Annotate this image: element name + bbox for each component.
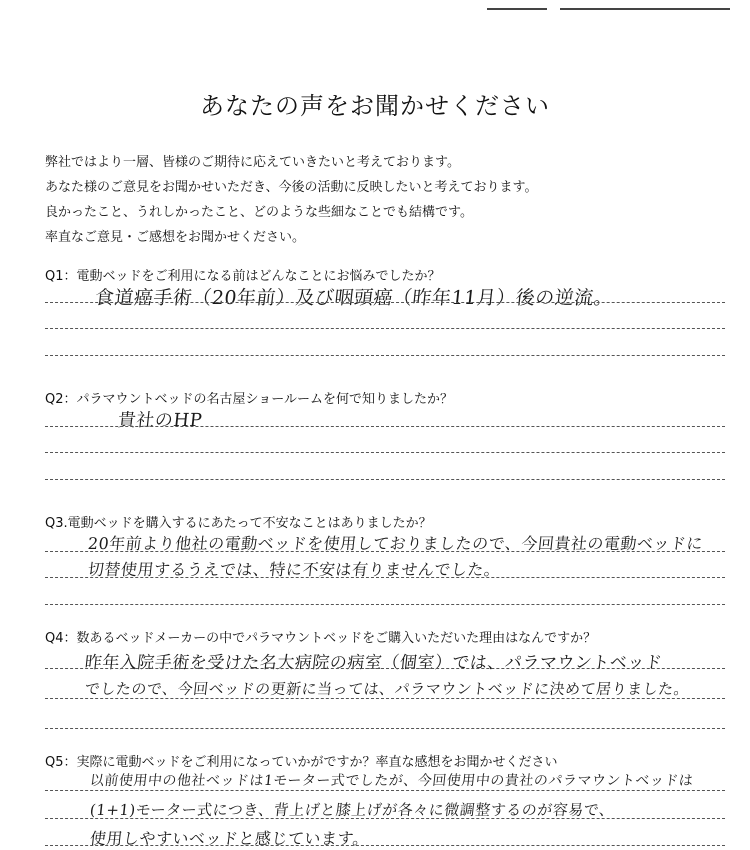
answer-line xyxy=(45,818,725,819)
answer-line xyxy=(45,426,725,427)
answer-4-line-2: でしたので、今回ベッドの更新に当っては、パラマウントベッドに決めて居りました。 xyxy=(84,680,691,698)
question-3-label: Q3.電動ベッドを購入するにあたって不安なことはありましたか？ xyxy=(45,516,432,531)
answer-line xyxy=(45,790,725,791)
intro-line: 良かったこと、うれしかったこと、どのような些細なことでも結構です。 xyxy=(45,205,473,220)
answer-4-line-1: 昨年入院手術を受けた名大病院の病室（個室）では、パラマウントベッド xyxy=(83,653,664,673)
answer-line xyxy=(45,479,725,480)
answer-line xyxy=(45,551,725,552)
question-2-label: Q2：パラマウントベッドの名古屋ショールームを何で知りましたか？ xyxy=(45,392,453,407)
answer-1-line-1: 食道癌手術（20年前）及び咽頭癌（昨年11月）後の逆流。 xyxy=(93,287,615,309)
top-mark-left xyxy=(487,8,547,10)
answer-line xyxy=(45,302,725,303)
answer-line xyxy=(45,668,725,669)
answer-line xyxy=(45,355,725,356)
intro-text xyxy=(45,150,725,250)
answer-line xyxy=(45,728,725,729)
question-1-label: Q1：電動ベッドをご利用になる前はどんなことにお悩みでしたか？ xyxy=(45,269,441,284)
intro-line: あなた様のご意見をお聞かせいただき、今後の活動に反映したいと考えております。 xyxy=(45,180,538,195)
answer-5-line-1: 以前使用中の他社ベッドは1モーター式でしたが、今回使用中の貴社のパラマウントベッドは xyxy=(89,773,695,789)
answer-line xyxy=(45,328,725,329)
intro-line: 率直なご意見・ご感想をお聞かせください。 xyxy=(45,230,306,245)
intro-line: 弊社ではより一層、皆様のご期待に応えていきたいと考えております。 xyxy=(45,155,460,170)
answer-5-line-3: 使用しやすいベッドと感じています。 xyxy=(88,829,371,848)
answer-5-line-2: (1+1)モーター式につき、背上げと膝上げが各々に微調整するのが容易で、 xyxy=(89,801,616,819)
answer-line xyxy=(45,604,725,605)
answer-3-line-1: 20年前より他社の電動ベッドを使用しておりましたので、今回貴社の電動ベッドに xyxy=(86,534,704,553)
answer-line xyxy=(45,452,725,453)
top-mark-right xyxy=(560,8,730,10)
page-title: あなたの声をお聞かせください xyxy=(200,92,550,120)
answer-line xyxy=(45,577,725,578)
answer-line xyxy=(45,845,725,846)
answer-line xyxy=(45,698,725,699)
question-4-label: Q4：数あるベッドメーカーの中でパラマウントベッドをご購入いただいた理由はなんですか？ xyxy=(45,631,597,646)
answer-3-line-2: 切替使用するうえでは、特に不安は有りませんでした。 xyxy=(86,560,502,579)
answer-2-line-1: 貴社のHP xyxy=(116,410,204,431)
question-5-label: Q5：実際に電動ベッドをご利用になっていかがですか？率直な感想をお聞かせください xyxy=(45,755,558,770)
